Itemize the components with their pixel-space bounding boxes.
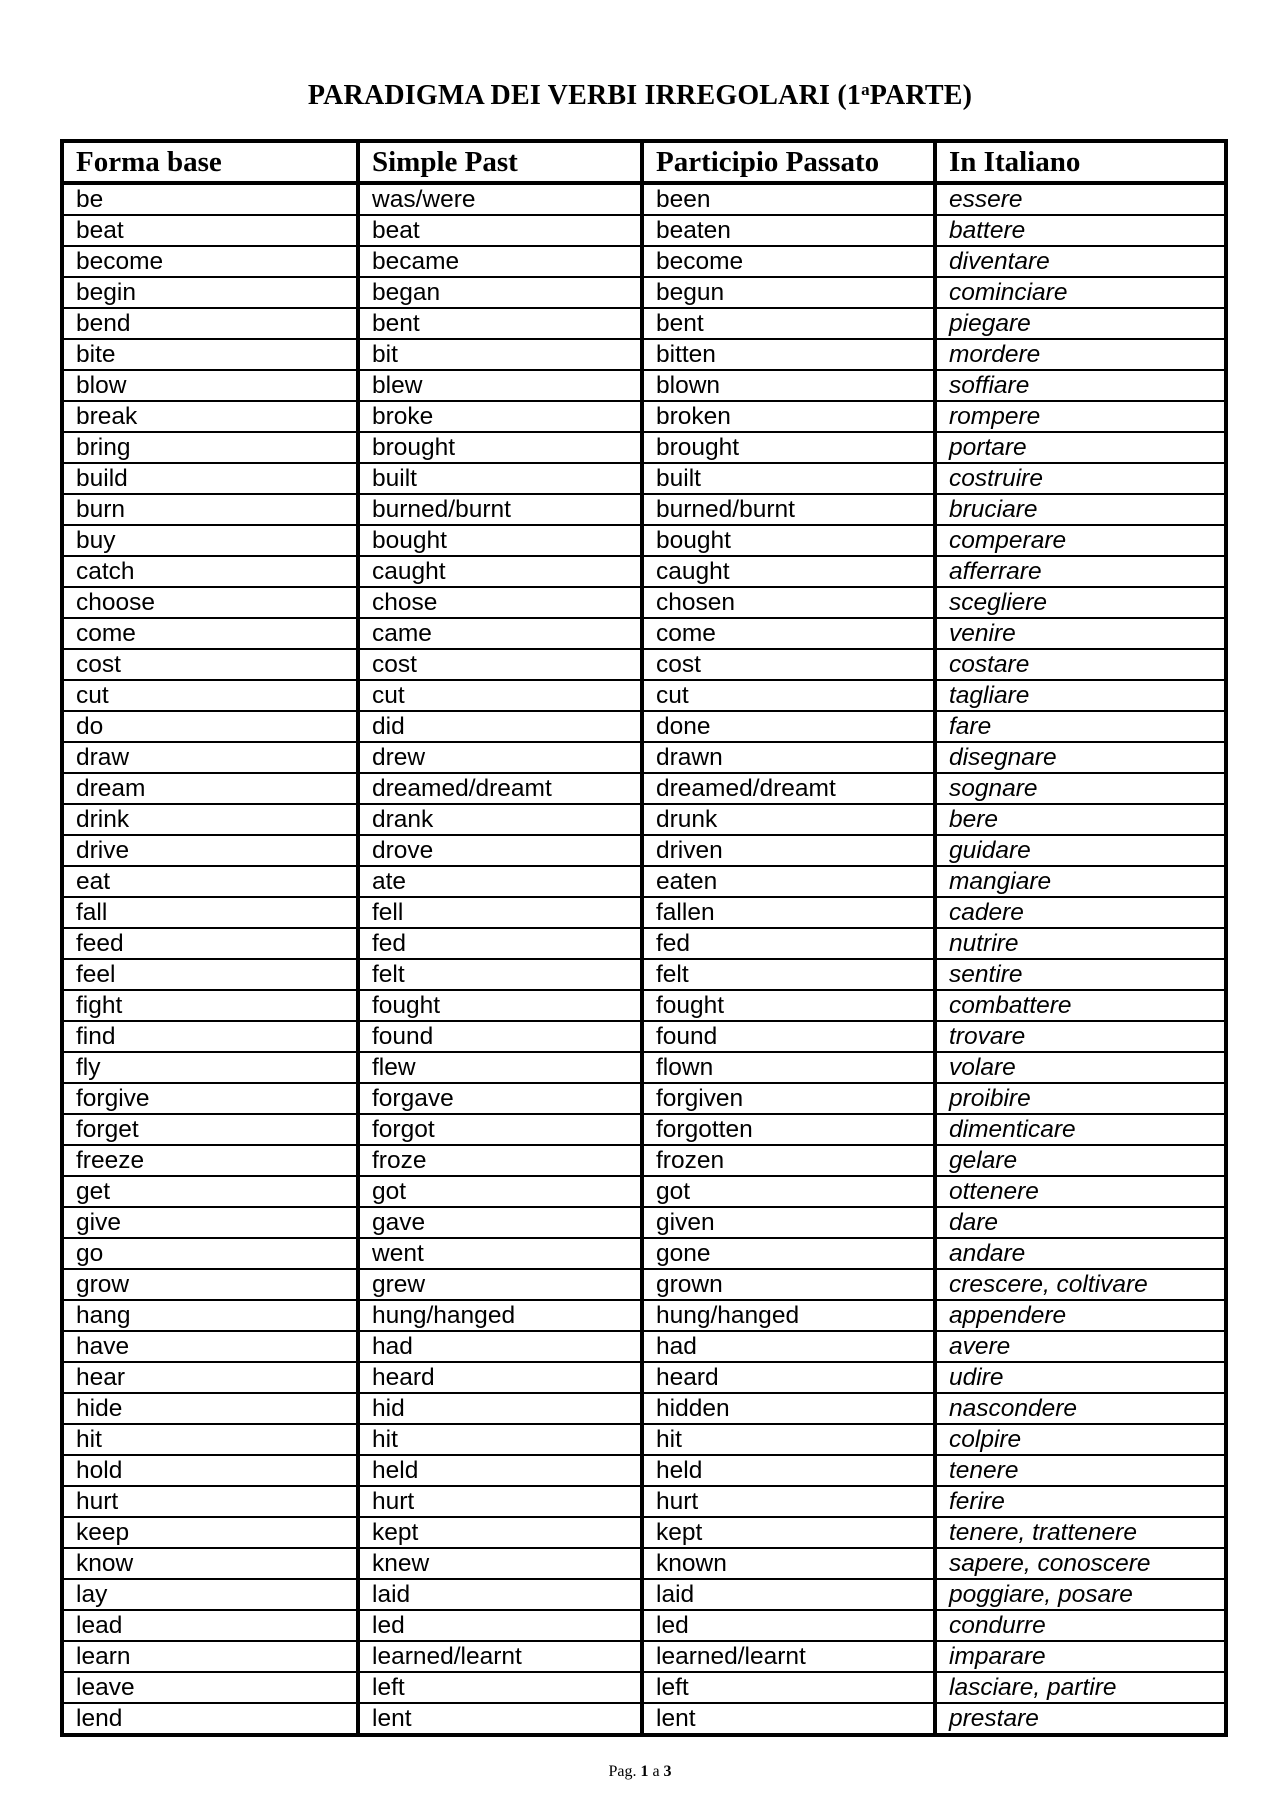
cell-simple-past: forgave [358, 1083, 642, 1114]
cell-participio-passato: known [642, 1548, 935, 1579]
cell-forma-base: freeze [62, 1145, 358, 1176]
cell-in-italiano: costruire [935, 463, 1226, 494]
cell-forma-base: hear [62, 1362, 358, 1393]
cell-simple-past: froze [358, 1145, 642, 1176]
cell-forma-base: dream [62, 773, 358, 804]
table-header-row [62, 141, 1226, 183]
footer-separator: a [648, 1763, 664, 1780]
cell-participio-passato: brought [642, 432, 935, 463]
cell-simple-past: fell [358, 897, 642, 928]
cell-forma-base: go [62, 1238, 358, 1269]
cell-simple-past: came [358, 618, 642, 649]
table-row [62, 1672, 1226, 1703]
table-row [62, 897, 1226, 928]
table-row [62, 618, 1226, 649]
cell-simple-past: blew [358, 370, 642, 401]
table-row [62, 432, 1226, 463]
cell-forma-base: fall [62, 897, 358, 928]
cell-participio-passato: forgotten [642, 1114, 935, 1145]
cell-participio-passato: bent [642, 308, 935, 339]
cell-in-italiano: trovare [935, 1021, 1226, 1052]
table-row [62, 1548, 1226, 1579]
cell-simple-past: bit [358, 339, 642, 370]
table-row [62, 1269, 1226, 1300]
cell-simple-past: got [358, 1176, 642, 1207]
page-title-end: PARTE) [869, 80, 973, 111]
cell-simple-past: forgot [358, 1114, 642, 1145]
cell-participio-passato: dreamed/dreamt [642, 773, 935, 804]
cell-forma-base: keep [62, 1517, 358, 1548]
cell-in-italiano: andare [935, 1238, 1226, 1269]
cell-simple-past: drank [358, 804, 642, 835]
cell-forma-base: catch [62, 556, 358, 587]
cell-forma-base: hide [62, 1393, 358, 1424]
cell-simple-past: built [358, 463, 642, 494]
cell-simple-past: found [358, 1021, 642, 1052]
cell-forma-base: eat [62, 866, 358, 897]
cell-participio-passato: frozen [642, 1145, 935, 1176]
cell-in-italiano: comperare [935, 525, 1226, 556]
cell-in-italiano: sentire [935, 959, 1226, 990]
cell-participio-passato: hidden [642, 1393, 935, 1424]
cell-in-italiano: venire [935, 618, 1226, 649]
table-row [62, 525, 1226, 556]
cell-in-italiano: bere [935, 804, 1226, 835]
cell-forma-base: find [62, 1021, 358, 1052]
cell-simple-past: left [358, 1672, 642, 1703]
cell-participio-passato: hit [642, 1424, 935, 1455]
table-row [62, 1238, 1226, 1269]
cell-in-italiano: sognare [935, 773, 1226, 804]
cell-participio-passato: fought [642, 990, 935, 1021]
cell-in-italiano: condurre [935, 1610, 1226, 1641]
cell-in-italiano: mordere [935, 339, 1226, 370]
cell-forma-base: drink [62, 804, 358, 835]
cell-participio-passato: flown [642, 1052, 935, 1083]
table-row [62, 711, 1226, 742]
cell-in-italiano: volare [935, 1052, 1226, 1083]
page-title [0, 78, 1280, 114]
table-row [62, 866, 1226, 897]
cell-simple-past: learned/learnt [358, 1641, 642, 1672]
table-row [62, 959, 1226, 990]
cell-simple-past: hid [358, 1393, 642, 1424]
cell-in-italiano: rompere [935, 401, 1226, 432]
cell-simple-past: kept [358, 1517, 642, 1548]
table-row [62, 183, 1226, 215]
table-row [62, 1083, 1226, 1114]
cell-simple-past: hurt [358, 1486, 642, 1517]
cell-in-italiano: colpire [935, 1424, 1226, 1455]
cell-in-italiano: appendere [935, 1300, 1226, 1331]
table-row [62, 1455, 1226, 1486]
cell-participio-passato: held [642, 1455, 935, 1486]
cell-participio-passato: lent [642, 1703, 935, 1735]
cell-participio-passato: got [642, 1176, 935, 1207]
cell-forma-base: come [62, 618, 358, 649]
cell-simple-past: flew [358, 1052, 642, 1083]
table-row [62, 246, 1226, 277]
cell-in-italiano: cominciare [935, 277, 1226, 308]
cell-in-italiano: prestare [935, 1703, 1226, 1735]
cell-in-italiano: crescere, coltivare [935, 1269, 1226, 1300]
cell-participio-passato: left [642, 1672, 935, 1703]
table-row [62, 773, 1226, 804]
table-row [62, 370, 1226, 401]
cell-participio-passato: blown [642, 370, 935, 401]
cell-in-italiano: disegnare [935, 742, 1226, 773]
cell-simple-past: broke [358, 401, 642, 432]
footer-current-page: 1 [640, 1763, 649, 1780]
cell-forma-base: drive [62, 835, 358, 866]
table-row [62, 308, 1226, 339]
cell-participio-passato: led [642, 1610, 935, 1641]
table-row [62, 742, 1226, 773]
cell-simple-past: led [358, 1610, 642, 1641]
cell-in-italiano: cadere [935, 897, 1226, 928]
cell-simple-past: did [358, 711, 642, 742]
cell-forma-base: be [62, 183, 358, 215]
cell-participio-passato: driven [642, 835, 935, 866]
cell-in-italiano: costare [935, 649, 1226, 680]
cell-participio-passato: begun [642, 277, 935, 308]
cell-simple-past: brought [358, 432, 642, 463]
cell-forma-base: break [62, 401, 358, 432]
cell-simple-past: gave [358, 1207, 642, 1238]
irregular-verbs-table [60, 139, 1228, 1737]
cell-participio-passato: laid [642, 1579, 935, 1610]
cell-simple-past: ate [358, 866, 642, 897]
cell-in-italiano: poggiare, posare [935, 1579, 1226, 1610]
table-row [62, 1331, 1226, 1362]
cell-simple-past: held [358, 1455, 642, 1486]
cell-simple-past: lent [358, 1703, 642, 1735]
cell-forma-base: give [62, 1207, 358, 1238]
cell-simple-past: hung/hanged [358, 1300, 642, 1331]
table-body [62, 183, 1226, 1735]
footer-prefix: Pag. [608, 1763, 641, 1780]
table-row [62, 1641, 1226, 1672]
cell-participio-passato: drawn [642, 742, 935, 773]
cell-in-italiano: fare [935, 711, 1226, 742]
cell-forma-base: hang [62, 1300, 358, 1331]
table-row [62, 1486, 1226, 1517]
cell-in-italiano: bruciare [935, 494, 1226, 525]
cell-in-italiano: proibire [935, 1083, 1226, 1114]
cell-participio-passato: hung/hanged [642, 1300, 935, 1331]
cell-participio-passato: done [642, 711, 935, 742]
cell-forma-base: feel [62, 959, 358, 990]
cell-simple-past: had [358, 1331, 642, 1362]
cell-participio-passato: grown [642, 1269, 935, 1300]
cell-in-italiano: guidare [935, 835, 1226, 866]
table-row [62, 680, 1226, 711]
cell-in-italiano: battere [935, 215, 1226, 246]
cell-in-italiano: piegare [935, 308, 1226, 339]
cell-simple-past: drove [358, 835, 642, 866]
cell-simple-past: fed [358, 928, 642, 959]
table-row [62, 494, 1226, 525]
table-row [62, 1610, 1226, 1641]
cell-in-italiano: udire [935, 1362, 1226, 1393]
table-row [62, 463, 1226, 494]
cell-forma-base: hurt [62, 1486, 358, 1517]
cell-participio-passato: found [642, 1021, 935, 1052]
cell-participio-passato: caught [642, 556, 935, 587]
cell-in-italiano: tenere, trattenere [935, 1517, 1226, 1548]
cell-in-italiano: diventare [935, 246, 1226, 277]
cell-simple-past: dreamed/dreamt [358, 773, 642, 804]
cell-simple-past: hit [358, 1424, 642, 1455]
cell-simple-past: bought [358, 525, 642, 556]
cell-in-italiano: lasciare, partire [935, 1672, 1226, 1703]
cell-simple-past: became [358, 246, 642, 277]
table-row [62, 277, 1226, 308]
table-row [62, 587, 1226, 618]
page-title-superscript: a [861, 80, 870, 99]
page-footer [0, 1762, 1280, 1782]
header-forma-base: Forma base [62, 141, 358, 183]
cell-forma-base: get [62, 1176, 358, 1207]
cell-forma-base: blow [62, 370, 358, 401]
table-row [62, 649, 1226, 680]
cell-forma-base: forget [62, 1114, 358, 1145]
cell-participio-passato: bitten [642, 339, 935, 370]
table-row [62, 1021, 1226, 1052]
table-row [62, 1300, 1226, 1331]
cell-participio-passato: been [642, 183, 935, 215]
header-simple-past: Simple Past [358, 141, 642, 183]
cell-forma-base: fight [62, 990, 358, 1021]
cell-simple-past: heard [358, 1362, 642, 1393]
cell-participio-passato: cut [642, 680, 935, 711]
cell-in-italiano: portare [935, 432, 1226, 463]
header-in-italiano: In Italiano [935, 141, 1226, 183]
cell-participio-passato: learned/learnt [642, 1641, 935, 1672]
table-row [62, 990, 1226, 1021]
table-row [62, 1393, 1226, 1424]
cell-in-italiano: ferire [935, 1486, 1226, 1517]
cell-in-italiano: ottenere [935, 1176, 1226, 1207]
cell-in-italiano: essere [935, 183, 1226, 215]
cell-forma-base: fly [62, 1052, 358, 1083]
cell-forma-base: have [62, 1331, 358, 1362]
header-participio-passato: Participio Passato [642, 141, 935, 183]
cell-forma-base: feed [62, 928, 358, 959]
cell-simple-past: caught [358, 556, 642, 587]
cell-forma-base: become [62, 246, 358, 277]
cell-in-italiano: imparare [935, 1641, 1226, 1672]
table-row [62, 1703, 1226, 1735]
cell-participio-passato: broken [642, 401, 935, 432]
cell-participio-passato: had [642, 1331, 935, 1362]
cell-participio-passato: come [642, 618, 935, 649]
table-row [62, 804, 1226, 835]
cell-participio-passato: bought [642, 525, 935, 556]
table-row [62, 1176, 1226, 1207]
table-row [62, 1362, 1226, 1393]
table-row [62, 1145, 1226, 1176]
cell-in-italiano: tenere [935, 1455, 1226, 1486]
cell-participio-passato: given [642, 1207, 935, 1238]
table-row [62, 1579, 1226, 1610]
cell-in-italiano: gelare [935, 1145, 1226, 1176]
cell-forma-base: beat [62, 215, 358, 246]
cell-forma-base: do [62, 711, 358, 742]
cell-simple-past: began [358, 277, 642, 308]
table-row [62, 835, 1226, 866]
cell-participio-passato: cost [642, 649, 935, 680]
cell-simple-past: fought [358, 990, 642, 1021]
table-row [62, 928, 1226, 959]
cell-forma-base: bend [62, 308, 358, 339]
cell-in-italiano: scegliere [935, 587, 1226, 618]
cell-simple-past: laid [358, 1579, 642, 1610]
cell-forma-base: bite [62, 339, 358, 370]
cell-participio-passato: hurt [642, 1486, 935, 1517]
cell-simple-past: cost [358, 649, 642, 680]
cell-in-italiano: tagliare [935, 680, 1226, 711]
cell-forma-base: burn [62, 494, 358, 525]
cell-participio-passato: built [642, 463, 935, 494]
cell-in-italiano: mangiare [935, 866, 1226, 897]
cell-participio-passato: forgiven [642, 1083, 935, 1114]
table-row [62, 1052, 1226, 1083]
cell-in-italiano: dimenticare [935, 1114, 1226, 1145]
cell-simple-past: drew [358, 742, 642, 773]
cell-forma-base: know [62, 1548, 358, 1579]
cell-in-italiano: nascondere [935, 1393, 1226, 1424]
cell-forma-base: lay [62, 1579, 358, 1610]
cell-forma-base: lead [62, 1610, 358, 1641]
cell-in-italiano: combattere [935, 990, 1226, 1021]
cell-in-italiano: dare [935, 1207, 1226, 1238]
cell-simple-past: beat [358, 215, 642, 246]
cell-participio-passato: drunk [642, 804, 935, 835]
cell-participio-passato: kept [642, 1517, 935, 1548]
cell-simple-past: knew [358, 1548, 642, 1579]
table-row [62, 1114, 1226, 1145]
cell-simple-past: burned/burnt [358, 494, 642, 525]
cell-forma-base: hold [62, 1455, 358, 1486]
cell-forma-base: forgive [62, 1083, 358, 1114]
cell-forma-base: hit [62, 1424, 358, 1455]
cell-forma-base: cut [62, 680, 358, 711]
cell-forma-base: draw [62, 742, 358, 773]
cell-simple-past: felt [358, 959, 642, 990]
cell-participio-passato: become [642, 246, 935, 277]
cell-simple-past: cut [358, 680, 642, 711]
cell-simple-past: went [358, 1238, 642, 1269]
cell-simple-past: was/were [358, 183, 642, 215]
cell-simple-past: chose [358, 587, 642, 618]
table-row [62, 556, 1226, 587]
cell-forma-base: lend [62, 1703, 358, 1735]
table-row [62, 1207, 1226, 1238]
cell-in-italiano: sapere, conoscere [935, 1548, 1226, 1579]
cell-in-italiano: afferrare [935, 556, 1226, 587]
table-row [62, 215, 1226, 246]
footer-total-pages: 3 [663, 1763, 672, 1780]
cell-participio-passato: fed [642, 928, 935, 959]
cell-forma-base: leave [62, 1672, 358, 1703]
cell-simple-past: bent [358, 308, 642, 339]
cell-forma-base: bring [62, 432, 358, 463]
cell-participio-passato: burned/burnt [642, 494, 935, 525]
cell-forma-base: buy [62, 525, 358, 556]
cell-in-italiano: avere [935, 1331, 1226, 1362]
cell-participio-passato: felt [642, 959, 935, 990]
cell-participio-passato: heard [642, 1362, 935, 1393]
table-row [62, 339, 1226, 370]
cell-forma-base: build [62, 463, 358, 494]
cell-participio-passato: gone [642, 1238, 935, 1269]
cell-forma-base: cost [62, 649, 358, 680]
cell-simple-past: grew [358, 1269, 642, 1300]
cell-participio-passato: eaten [642, 866, 935, 897]
table-row [62, 1424, 1226, 1455]
cell-participio-passato: beaten [642, 215, 935, 246]
cell-forma-base: grow [62, 1269, 358, 1300]
table-row [62, 401, 1226, 432]
page-title-main: PARADIGMA DEI VERBI IRREGOLARI (1 [307, 80, 862, 111]
cell-in-italiano: nutrire [935, 928, 1226, 959]
cell-in-italiano: soffiare [935, 370, 1226, 401]
cell-participio-passato: fallen [642, 897, 935, 928]
cell-forma-base: learn [62, 1641, 358, 1672]
table-row [62, 1517, 1226, 1548]
cell-participio-passato: chosen [642, 587, 935, 618]
cell-forma-base: choose [62, 587, 358, 618]
cell-forma-base: begin [62, 277, 358, 308]
